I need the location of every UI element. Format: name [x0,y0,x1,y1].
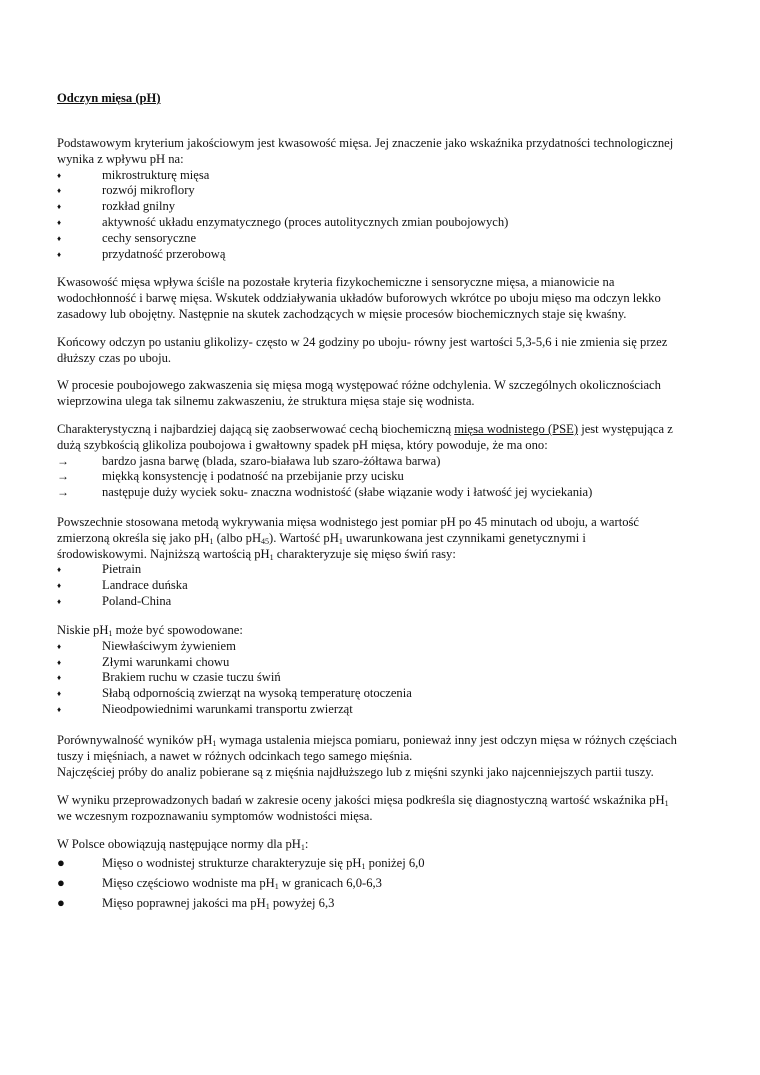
diamond-bullet-icon: ♦ [57,657,62,667]
list-item: ● Mięso poprawnej jakości ma $pH_1$ powyżej 6,3 [57,894,335,911]
paragraph-deviations: W procesie poubojowego zakwaszenia się mięsa mogą występować różne odchylenia. W szczególnych okolicznościach wieprzowina ulega tak silnemu zakwaszeniu, że struktura mięsa staje się wodnista. [57,378,661,408]
paragraph-norms: W Polsce obowiązują następujące normy dla $pH_1$: [57,837,309,852]
diamond-bullet-icon: ♦ [57,186,62,196]
list-item: ♦ aktywność układu enzymatycznego (proces autolitycznych zmian poubojowych) [57,214,509,229]
list-item: ♦ Nieodpowiednimi warunkami transportu zwierząt [57,701,353,716]
pse-term: mięsa wodnistego (PSE) [454,422,579,436]
list-item: ♦ Złymi warunkami chowu [57,654,230,669]
list-item: ♦ Poland-China [57,593,172,608]
list-item: ♦ Niewłaściwym żywieniem [57,638,236,653]
page-title: Odczyn mięsa (pH) [57,91,161,105]
list-item: → następuje duży wyciek soku- znaczna wodnistość (słabe wiązanie wody i łatwość jej wyciekania) [57,485,593,500]
section-pse [57,422,677,501]
dot-bullet-icon: ● [57,894,65,910]
list-item: ♦ rozkład gnilny [57,199,176,214]
paragraph-criteria: Podstawowym kryterium jakościowym jest kwasowość mięsa. Jej znaczenie jako wskaźnika przydatności technologicznej wynika z wpływu pH na: [57,136,674,166]
diamond-bullet-icon: ♦ [57,596,62,606]
diamond-bullet-icon: ♦ [57,249,62,259]
arrow-bullet-icon: → [57,453,69,468]
diamond-bullet-icon: ♦ [57,565,62,575]
list-item: ♦ mikrostrukturę mięsa [57,167,210,182]
list-item: ♦ Pietrain [57,562,142,577]
paragraph-pse: Charakterystyczną i najbardziej dającą się zaobserwować cechą biochemiczną mięsa wodnistego (PSE) jest występująca z dużą szybkością glikoliza poubojowa i gwałtowny spadek pH mięsa, który powoduje, że ma ono: [57,422,673,452]
diamond-bullet-icon: ♦ [57,233,62,243]
pse-traits-list [57,454,677,501]
list-item: → bardzo jasna barwę (blada, szaro-biaława lub szaro-żółtawa barwa) [57,453,441,468]
section-low-ph [57,623,677,718]
section-detection [57,515,677,610]
paragraph-detection: Powszechnie stosowana metodą wykrywania mięsa wodnistego jest pomiar pH po 45 minutach od uboju, a wartość zmierzoną określa się jako $pH_1$ (albo $pH_{45}$). Wartość $pH_1$ uwarunkowana jest czynnikami genetycznymi i środowiskowymi. Najniższą wartością $pH_1$ charakteryzuje się mięso świń rasy: [57,515,639,562]
list-item: ♦ Brakiem ruchu w czasie tuczu świń [57,670,281,685]
diamond-bullet-icon: ♦ [57,704,62,714]
causes-list [57,639,677,718]
paragraph-final-ph: Końcowy odczyn po ustaniu glikolizy- często w 24 godziny po uboju- równy jest wartości 5,3-5,6 i nie zmienia się przez dłuższy czas po uboju. [57,335,668,365]
diamond-bullet-icon: ♦ [57,217,62,227]
criteria-list [57,168,677,263]
diamond-bullet-icon: ♦ [57,581,62,591]
list-item: ♦ Słabą odpornością zwierząt na wysoką temperaturę otoczenia [57,686,412,701]
dot-bullet-icon: ● [57,854,65,870]
arrow-bullet-icon: → [57,469,69,484]
list-item: ● Mięso częściowo wodniste ma $pH_1$ w granicach 6,0-6,3 [57,874,382,891]
list-item: ● Mięso o wodnistej strukturze charakteryzuje się $pH_1$ poniżej 6,0 [57,854,425,871]
list-item: ♦ przydatność przerobową [57,246,226,261]
arrow-bullet-icon: → [57,485,69,500]
list-item: ♦ Landrace duńska [57,578,188,593]
diamond-bullet-icon: ♦ [57,689,62,699]
diamond-bullet-icon: ♦ [57,673,62,683]
paragraph-comparability: Porównywalność wyników $pH_1$ wymaga ustalenia miejsca pomiaru, ponieważ inny jest odczyn mięsa w różnych częściach tuszy i mięśniach, a nawet w różnych odcinkach tego samego mięśnia. Najczęściej próby do analiz pobierane są z mięśnia najdłuższego lub z mięśni szynki jako najcenniejszych partii tuszy. [57,733,677,779]
diamond-bullet-icon: ♦ [57,202,62,212]
paragraph-diagnostic: W wyniku przeprowadzonych badań w zakresie oceny jakości mięsa podkreśla się diagnostyczną wartość wskaźnika $pH_1$ we wczesnym rozpoznawaniu symptomów wodnistości mięsa. [57,793,669,823]
norms-list [57,853,677,913]
paragraph-low-ph: Niskie $pH_1$ może być spowodowane: [57,623,243,638]
section-comparability [57,733,677,780]
list-item: ♦ cechy sensoryczne [57,230,197,245]
diamond-bullet-icon: ♦ [57,641,62,651]
dot-bullet-icon: ● [57,874,65,890]
section-norms [57,837,677,913]
list-item: → miękką konsystencję i podatność na przebijanie przy ucisku [57,469,404,484]
breeds-list [57,562,677,609]
section-criteria [57,136,677,262]
diamond-bullet-icon: ♦ [57,170,62,180]
paragraph-acidity: Kwasowość mięsa wpływa ściśle na pozostałe kryteria fizykochemiczne i sensoryczne mięsa, a mianowicie na wodochłonność i barwę mięsa. Wskutek oddziaływania układów buforowych wkrótce po uboju mięso ma odczyn lekko zasadowy lub obojętny. Następnie na skutek zachodzących w mięsie procesów biochemicznych staje się kwaśny. [57,275,661,321]
list-item: ♦ rozwój mikroflory [57,183,195,198]
